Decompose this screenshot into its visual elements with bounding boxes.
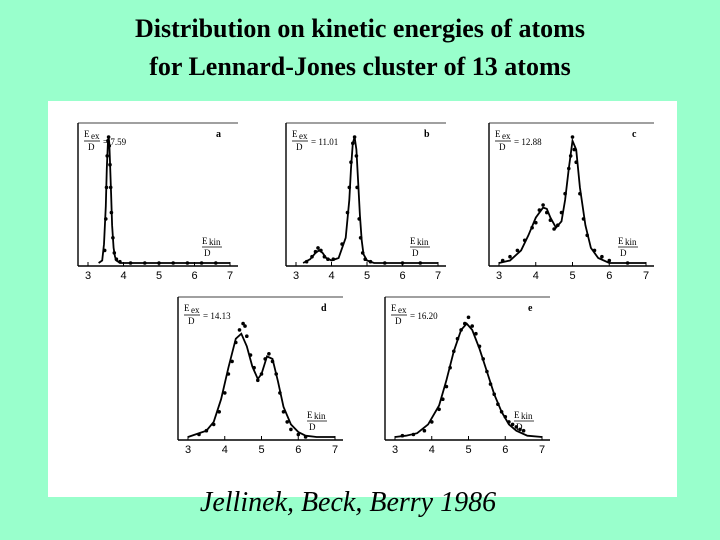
x-tick-label: 7 [642,270,650,282]
data-point [500,410,504,414]
x-tick-label: 7 [331,444,339,456]
data-point [108,163,112,167]
x-tick-label: 6 [606,270,613,282]
annotation-value: = 7.59 [103,137,127,147]
annotation-denominator: D [395,316,402,326]
panel-letter: b [424,129,430,140]
annotation-numerator: E [84,129,90,139]
slide-title [0,10,720,86]
data-point [200,261,204,265]
annotation-value: = 14.13 [203,311,231,321]
annotation-subscript: ex [502,131,511,141]
data-point [238,328,242,332]
data-point [282,410,286,414]
annotation-value: = 16.20 [410,311,438,321]
data-point [541,203,545,207]
data-point [489,382,493,386]
data-point [214,261,218,265]
data-point [319,249,323,253]
panel-c [489,123,654,282]
data-point [105,154,109,158]
annotation-denominator: D [188,316,195,326]
data-point [353,135,357,139]
data-point [234,341,238,345]
panel-letter: a [216,129,221,140]
data-point [578,192,582,196]
data-point [314,250,318,254]
data-point [445,385,449,389]
annotation-denominator: D [499,142,506,152]
data-point [569,154,573,158]
data-point [118,260,122,264]
data-point [419,261,423,265]
data-point [508,255,512,259]
data-point [103,249,107,253]
data-point [361,251,365,255]
data-point [256,379,260,383]
x-tick-label: 7 [226,270,234,282]
data-point [278,391,282,395]
data-point [323,255,327,259]
data-point [383,261,387,265]
data-point [115,257,119,261]
data-point [552,227,556,231]
data-point [357,217,361,221]
xaxis-label-numerator: E [618,236,624,246]
data-point [310,255,314,259]
xaxis-label-numerator: E [202,236,208,246]
x-tick-label: 7 [538,444,546,456]
data-point [545,211,549,215]
data-point [340,242,344,246]
xaxis-label-denominator: D [412,248,419,258]
annotation-value: = 11.01 [311,137,339,147]
data-point [573,148,577,152]
data-point [538,208,542,212]
annotation-denominator: D [88,142,95,152]
x-tick-label: 4 [328,270,335,282]
data-point [459,328,463,332]
data-point [463,322,467,326]
data-point [355,186,359,190]
fit-curve [395,324,542,437]
data-point [297,433,301,437]
data-point [332,257,336,261]
x-tick-label: 3 [84,270,92,282]
data-point [217,410,221,414]
x-tick-label: 7 [434,270,442,282]
data-point [448,366,452,370]
data-point [271,360,275,364]
data-point [245,334,249,338]
fit-curve [499,141,646,263]
data-point [249,353,253,357]
data-point [326,257,330,261]
data-point [507,420,511,424]
data-point [349,160,353,164]
x-tick-label: 5 [155,270,163,282]
data-point [157,261,161,265]
data-point [212,423,216,427]
panel-letter: c [632,129,637,140]
xaxis-label-subscript: kin [521,411,533,421]
data-point [549,218,553,222]
figure-svg [48,101,677,497]
data-point [205,429,209,433]
annotation-subscript: ex [299,131,308,141]
data-point [470,324,474,328]
data-point [608,259,612,263]
data-point [485,370,489,374]
data-point [230,360,234,364]
x-tick-label: 6 [295,444,302,456]
data-point [285,420,289,424]
data-point [304,435,308,439]
annotation-subscript: ex [191,305,200,315]
x-tick-label: 4 [532,270,539,282]
panel-a [78,123,238,282]
x-tick-label: 6 [399,270,406,282]
x-tick-label: 3 [495,270,503,282]
data-point [437,408,441,412]
panel-letter: d [321,303,327,314]
data-point [412,433,416,437]
x-tick-label: 4 [120,270,127,282]
panel-e [385,297,550,456]
data-point [481,357,485,361]
xaxis-label-subscript: kin [417,237,429,247]
x-tick-label: 5 [569,270,576,282]
x-tick-label: 6 [191,270,198,282]
data-point [496,402,500,406]
annotation-subscript: ex [91,131,100,141]
data-point [534,221,538,225]
data-point [563,192,567,196]
data-point [346,211,350,215]
figure-panel-area [48,101,677,497]
data-point [430,420,434,424]
x-tick-label: 3 [292,270,300,282]
data-point [516,249,520,253]
annotation-denominator: D [296,142,303,152]
data-point [252,366,256,370]
annotation-numerator: E [391,303,397,313]
title-line-2: for Lennard-Jones cluster of 13 atoms [149,52,571,81]
data-point [274,372,278,376]
xaxis-label-numerator: E [410,236,416,246]
annotation-numerator: E [184,303,190,313]
data-point [474,332,478,336]
x-tick-label: 5 [258,444,265,456]
panel-letter: e [528,303,533,314]
data-point [363,257,367,261]
data-point [523,239,527,243]
panel-d [178,297,343,456]
xaxis-label-numerator: E [514,410,520,420]
data-point [626,261,630,265]
x-tick-label: 4 [221,444,228,456]
data-point [560,211,564,215]
x-tick-label: 5 [465,444,472,456]
data-point [582,217,586,221]
data-point [359,236,363,240]
data-point [401,434,405,438]
annotation-subscript: ex [398,305,407,315]
data-point [369,260,373,264]
title-line-1: Distribution on kinetic energies of atoms [135,14,585,43]
data-point [104,217,108,221]
data-point [401,261,405,265]
x-tick-label: 3 [391,444,399,456]
data-point [109,186,113,190]
data-point [110,211,114,215]
data-point [105,186,109,190]
data-point [260,372,264,376]
annotation-numerator: E [495,129,501,139]
data-point [511,423,515,427]
data-point [355,154,359,158]
data-point [571,135,575,139]
data-point [243,324,247,328]
xaxis-label-numerator: E [307,410,313,420]
data-point [227,372,231,376]
x-tick-label: 5 [363,270,371,282]
xaxis-label-denominator: D [309,422,316,432]
data-point [129,261,133,265]
data-point [600,255,604,259]
data-point [348,186,352,190]
data-point [492,392,496,396]
panel-b [286,123,446,282]
xaxis-label-subscript: kin [314,411,326,421]
data-point [316,246,320,250]
xaxis-label-denominator: D [516,422,523,432]
data-point [441,397,445,401]
data-point [567,167,571,171]
data-point [574,160,578,164]
data-point [267,352,271,356]
data-point [197,433,201,437]
data-point [143,261,147,265]
data-point [186,261,190,265]
data-point [585,234,589,238]
data-point [530,226,534,230]
annotation-numerator: E [292,129,298,139]
annotation-value: = 12.88 [514,137,542,147]
data-point [467,316,471,320]
data-point [456,337,460,341]
x-tick-label: 6 [502,444,509,456]
data-point [171,261,175,265]
xaxis-label-denominator: D [204,248,211,258]
x-tick-label: 3 [184,444,192,456]
xaxis-label-denominator: D [620,248,627,258]
x-tick-label: 4 [428,444,435,456]
data-point [556,223,560,227]
data-point [504,415,508,419]
data-point [263,357,267,361]
data-point [111,236,115,240]
data-point [289,428,293,432]
data-point [501,259,505,263]
data-point [305,260,309,264]
credit-caption: Jellinek, Beck, Berry 1986 [199,487,497,518]
data-point [113,251,117,255]
data-point [223,391,227,395]
data-point [452,350,456,354]
xaxis-label-subscript: kin [209,237,221,247]
data-point [478,345,482,349]
data-point [593,249,597,253]
xaxis-label-subscript: kin [625,237,637,247]
data-point [423,429,427,433]
data-point [351,142,355,146]
